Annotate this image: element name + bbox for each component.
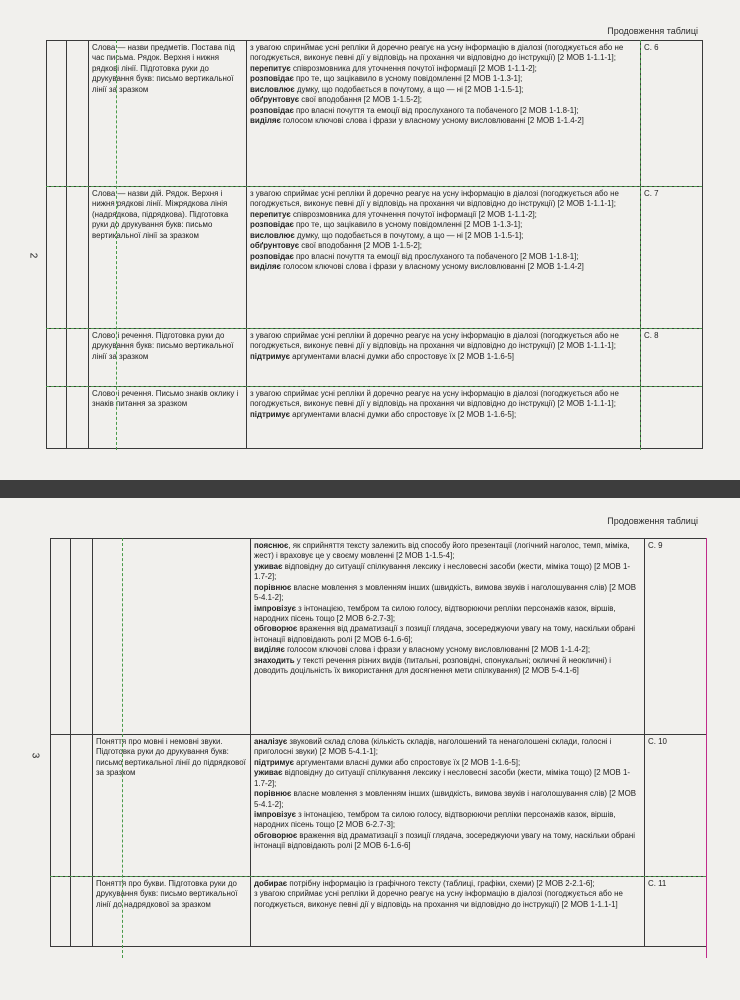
outcome-text: відповідну до ситуації спілкування лексику і несловесні засоби (жести, міміка тощо) [2 МОВ 1-1.7-2]; [254, 561, 631, 582]
outcome-item [250, 410, 637, 420]
outcome-item [254, 737, 641, 758]
outcome-item [250, 252, 637, 262]
topic-cell: Поняття про мовні і немовні звуки. Підготовка руки до друкування букв: письмо вертикальної лінії до підрядкової за зразком [93, 735, 251, 877]
table-row [47, 387, 703, 449]
outcome-verb: підтримує [250, 351, 290, 361]
empty-cell [47, 329, 67, 387]
outcome-text: співрозмовника для уточнення почутої інформації [2 МОВ 1-1.1-2]; [290, 63, 537, 73]
outcome-text: з інтонацією, тембром та силою голосу, відтворюючи репліки персонажів казок, віршів, народних пісень тощо [2 МОВ 6-2.7-3]; [254, 809, 616, 830]
outcome-verb: перепитує [250, 209, 291, 219]
green-guide-line [46, 186, 702, 187]
continuation-label: Продовження таблиці [607, 26, 698, 36]
outcome-item [250, 74, 637, 84]
outcome-text: власне мовлення з мовленням інших (швидкість, вимова звуків і наголошування слів) [2 МОВ 5-4.1-2]; [254, 582, 636, 603]
page-ref-cell: С. 8 [641, 329, 703, 387]
outcome-item [254, 758, 641, 768]
outcome-verb: розповідає [250, 74, 294, 84]
outcome-text: власне мовлення з мовленням інших (швидкість, вимова звуків і наголошування слів) [2 МОВ 5-4.1-2]; [254, 789, 636, 809]
outcome-verb: розповідає [250, 251, 294, 261]
empty-cell [67, 187, 89, 329]
outcome-text: свої вподобання [2 МОВ 1-1.5-2]; [299, 95, 422, 105]
outcome-verb: виділяє [250, 261, 281, 271]
empty-cell [47, 187, 67, 329]
outcome-item [250, 64, 637, 74]
table-row [51, 877, 707, 947]
curriculum-table [50, 538, 707, 947]
outcome-text: з увагою спринймає усні репліки й доречно реагує на усну інформацію в діалозі (погоджується або не погоджується, виконує певні дії у відповідь на прохання чи відповідно до інструкції) [2 МОВ 1-1.1-1]; [250, 43, 624, 63]
empty-cell [71, 539, 93, 735]
outcome-text: , як сприйняття тексту залежить від способу його презентації (логічний наголос, темп, міміка, жест) і враховує це у своєму мовленні [2 МОВ 1-1.5-4]; [254, 541, 630, 561]
outcome-item [250, 389, 637, 410]
outcome-verb: знаходить [254, 655, 295, 665]
outcome-item [250, 220, 637, 230]
page-number: 2 [27, 252, 39, 259]
outcome-text: з увагою сприймає усні репліки й доречно реагує на усну інформацію в діалозі (погоджується або не погоджується, виконує певні дії у відповідь на прохання чи відповідно до інструкції) [2 МОВ 1-1.1-1]; [250, 331, 619, 351]
topic-cell: Слово і речення. Підготовка руки до друкування букв: письмо вертикальної лінії за зразком [89, 329, 247, 387]
outcome-item [254, 810, 641, 831]
outcome-item [254, 645, 641, 655]
outcome-verb: підтримує [250, 409, 290, 419]
outcome-item [254, 656, 641, 677]
outcome-verb: обґрунтовує [250, 241, 300, 251]
outcome-item [254, 541, 641, 562]
outcome-text: думку, що подобається в почутому, а що — ні [2 МОВ 1-1.5-1]; [294, 84, 524, 94]
outcome-item [254, 789, 641, 810]
outcome-item [250, 231, 637, 241]
outcome-verb: розповідає [250, 220, 294, 230]
outcome-item [250, 241, 637, 251]
page-ref-cell: С. 11 [645, 877, 707, 947]
topic-cell: Поняття про букви. Підготовка руки до друкування букв: письмо вертикальної лінії до надрядкової за зразком [93, 877, 251, 947]
empty-cell [67, 387, 89, 449]
outcomes-cell [247, 187, 641, 329]
outcome-verb: обговорює [254, 830, 298, 840]
green-guide-line [122, 538, 123, 958]
outcome-text: свої вподобання [2 МОВ 1-1.5-2]; [299, 241, 422, 251]
outcome-verb: уживає [254, 768, 283, 778]
outcome-item [254, 889, 641, 910]
outcome-text: з інтонацією, тембром та силою голосу, відтворюючи репліки персонажів казок, віршів, народних пісень тощо [2 МОВ 6-2.7-3]; [254, 603, 616, 623]
outcome-text: аргументами власні думки або спростовує їх [2 МОВ 1-1.6-5]; [289, 409, 517, 419]
outcome-text: аргументами власні думки або спростовує їх [2 МОВ 1-1.6-5]; [293, 757, 521, 767]
outcome-text: з увагою сприймає усні репліки й доречно реагує на усну інформацію в діалозі (погоджується або не погоджується, виконує певні дії у відповідь на прохання чи відповідно до інструкції) [2 МОВ 1-1.1-1]; [250, 189, 619, 209]
outcome-item [254, 768, 641, 789]
outcome-text: звуковий склад слова (кількість складів, наголошений та ненаголошені склади, голосні і приголосні звуки) [2 МОВ 5-4.1-1]; [254, 737, 612, 757]
outcome-item [254, 624, 641, 645]
outcomes-cell [247, 41, 641, 187]
green-guide-line [640, 40, 641, 450]
empty-cell [71, 877, 93, 947]
page-number: 3 [29, 752, 41, 759]
outcome-text: у тексті речення різних видів (питальні, розповідні, спонукальні; окличні й неокличні) і доводить доцільність їх використання для досягнення мети спілкування) [2 МОВ 5-4.1-6] [254, 655, 612, 676]
outcome-verb: перепитує [250, 63, 291, 73]
outcome-verb: обговорює [254, 624, 298, 634]
table-row [51, 539, 707, 735]
outcome-text: про власні почуття та емоції від прослуханого та побаченого [2 МОВ 1-1.8-1]; [293, 105, 579, 115]
curriculum-table [46, 40, 703, 449]
outcome-item [250, 352, 637, 362]
outcome-verb: уживає [254, 561, 283, 571]
outcome-text: з увагою сприймає усні репліки й доречно реагує на усну інформацію в діалозі (погоджується або не погоджується, виконує певні дії у відповідь на прохання чи відповідно до інструкції) [2 МОВ 1-1.1-1] [254, 889, 623, 909]
outcomes-cell [251, 539, 645, 735]
page-top [0, 0, 740, 480]
outcome-verb: порівнює [254, 789, 292, 799]
outcome-item [250, 262, 637, 272]
green-guide-line [50, 876, 706, 877]
outcomes-cell [247, 387, 641, 449]
page-ref-cell [641, 387, 703, 449]
outcome-text: про те, що зацікавило в усному повідомленні [2 МОВ 1-1.3-1]; [293, 74, 523, 84]
page-ref-cell: С. 7 [641, 187, 703, 329]
page-ref-cell: С. 10 [645, 735, 707, 877]
topic-cell [93, 539, 251, 735]
outcome-item [254, 604, 641, 625]
outcome-verb: висловлює [250, 230, 295, 240]
outcome-item [250, 116, 637, 126]
empty-cell [47, 387, 67, 449]
empty-cell [51, 539, 71, 735]
outcome-item [250, 210, 637, 220]
outcome-verb: обґрунтовує [250, 95, 300, 105]
green-guide-line [46, 386, 702, 387]
outcome-item [254, 831, 641, 852]
outcome-verb: порівнює [254, 582, 292, 592]
outcome-item [250, 43, 637, 64]
margin-line [706, 538, 707, 958]
outcome-item [250, 106, 637, 116]
outcome-item [250, 189, 637, 210]
outcome-text: відповідну до ситуації спілкування лексику і несловесні засоби (жести, міміка тощо) [2 МОВ 1-1.7-2]; [254, 768, 631, 788]
table-row [51, 735, 707, 877]
green-guide-line [116, 40, 117, 450]
page-ref-cell: С. 6 [641, 41, 703, 187]
outcome-verb: висловлює [250, 84, 295, 94]
page-ref-cell: С. 9 [645, 539, 707, 735]
outcome-text: про те, що зацікавило в усному повідомленні [2 МОВ 1-1.3-1]; [293, 220, 523, 230]
outcome-verb: добирає [254, 879, 288, 888]
continuation-label: Продовження таблиці [607, 516, 698, 526]
outcomes-cell [251, 877, 645, 947]
page-bottom [0, 498, 740, 1000]
outcome-item [250, 85, 637, 95]
outcomes-cell [247, 329, 641, 387]
outcome-text: з увагою сприймає усні репліки й доречно реагує на усну інформацію в діалозі (погоджується або не погоджується, виконує певні дії у відповідь на прохання чи відповідно до інструкції) [2 МОВ 1-1.1-1]; [250, 389, 619, 409]
topic-cell: Слова — назви предметів. Постава під час письма. Рядок. Верхня і нижня рядкові лінії. Підготовка руки до друкування букв: письмо вертикальної лінії за зразком [89, 41, 247, 187]
topic-cell: Слово і речення. Письмо знаків оклику і знаків питання за зразком [89, 387, 247, 449]
outcome-text: думку, що подобається в почутому, а що — ні [2 МОВ 1-1.5-1]; [294, 230, 524, 240]
outcome-verb: розповідає [250, 105, 294, 115]
empty-cell [47, 41, 67, 187]
outcome-verb: імпровізує [254, 809, 296, 819]
empty-cell [51, 735, 71, 877]
outcome-verb: виділяє [250, 115, 281, 125]
outcome-text: враження від драматизації з позиції глядача, зосереджуючи увагу на тому, наскільки обрані інтонації відповідають ролі [2 МОВ 6-1.6-6]; [254, 624, 636, 644]
outcome-item [254, 583, 641, 604]
green-guide-line [46, 328, 702, 329]
outcome-verb: підтримує [254, 757, 294, 767]
outcome-text: голосом ключові слова і фрази у власному усному висловлюванні [2 МОВ 1-1.4-2]; [284, 645, 591, 655]
outcome-text: потрібну інформацію із графічного тексту (таблиці, графіки, схеми) [2 МОВ 2-2.1-6]; [287, 879, 595, 888]
outcome-item [254, 562, 641, 583]
outcome-item [250, 95, 637, 105]
outcome-item [254, 879, 641, 889]
table-row [47, 41, 703, 187]
outcomes-cell [251, 735, 645, 877]
outcome-verb: імпровізує [254, 603, 296, 613]
outcome-text: голосом ключові слова і фрази у власному усному висловлюванні [2 МОВ 1-1.4-2] [280, 261, 584, 271]
outcome-text: про власні почуття та емоції від прослуханого та побаченого [2 МОВ 1-1.8-1]; [293, 251, 579, 261]
empty-cell [67, 329, 89, 387]
outcome-verb: пояснює [254, 541, 289, 550]
outcome-text: враження від драматизації з позиції глядача, зосереджуючи увагу на тому, наскільки обрані інтонації відповідають ролі [2 МОВ 6-1.6-6] [254, 830, 636, 851]
table-row [47, 329, 703, 387]
outcome-text: аргументами власні думки або спростовує їх [2 МОВ 1-1.6-5] [289, 351, 514, 361]
outcome-verb: виділяє [254, 645, 285, 655]
empty-cell [51, 877, 71, 947]
empty-cell [71, 735, 93, 877]
topic-cell: Слова — назви дій. Рядок. Верхня і нижня рядкові лінії. Міжрядкова лінія (надрядкова, підрядкова). Підготовка руки до друкування букв: письмо вертикальної лінії за зразком [89, 187, 247, 329]
outcome-text: голосом ключові слова і фрази у власному усному висловлюванні [2 МОВ 1-1.4-2] [280, 115, 584, 125]
outcome-item [250, 331, 637, 352]
table-row [47, 187, 703, 329]
empty-cell [67, 41, 89, 187]
outcome-verb: аналізує [254, 737, 288, 746]
outcome-text: співрозмовника для уточнення почутої інформації [2 МОВ 1-1.1-2]; [290, 209, 537, 219]
